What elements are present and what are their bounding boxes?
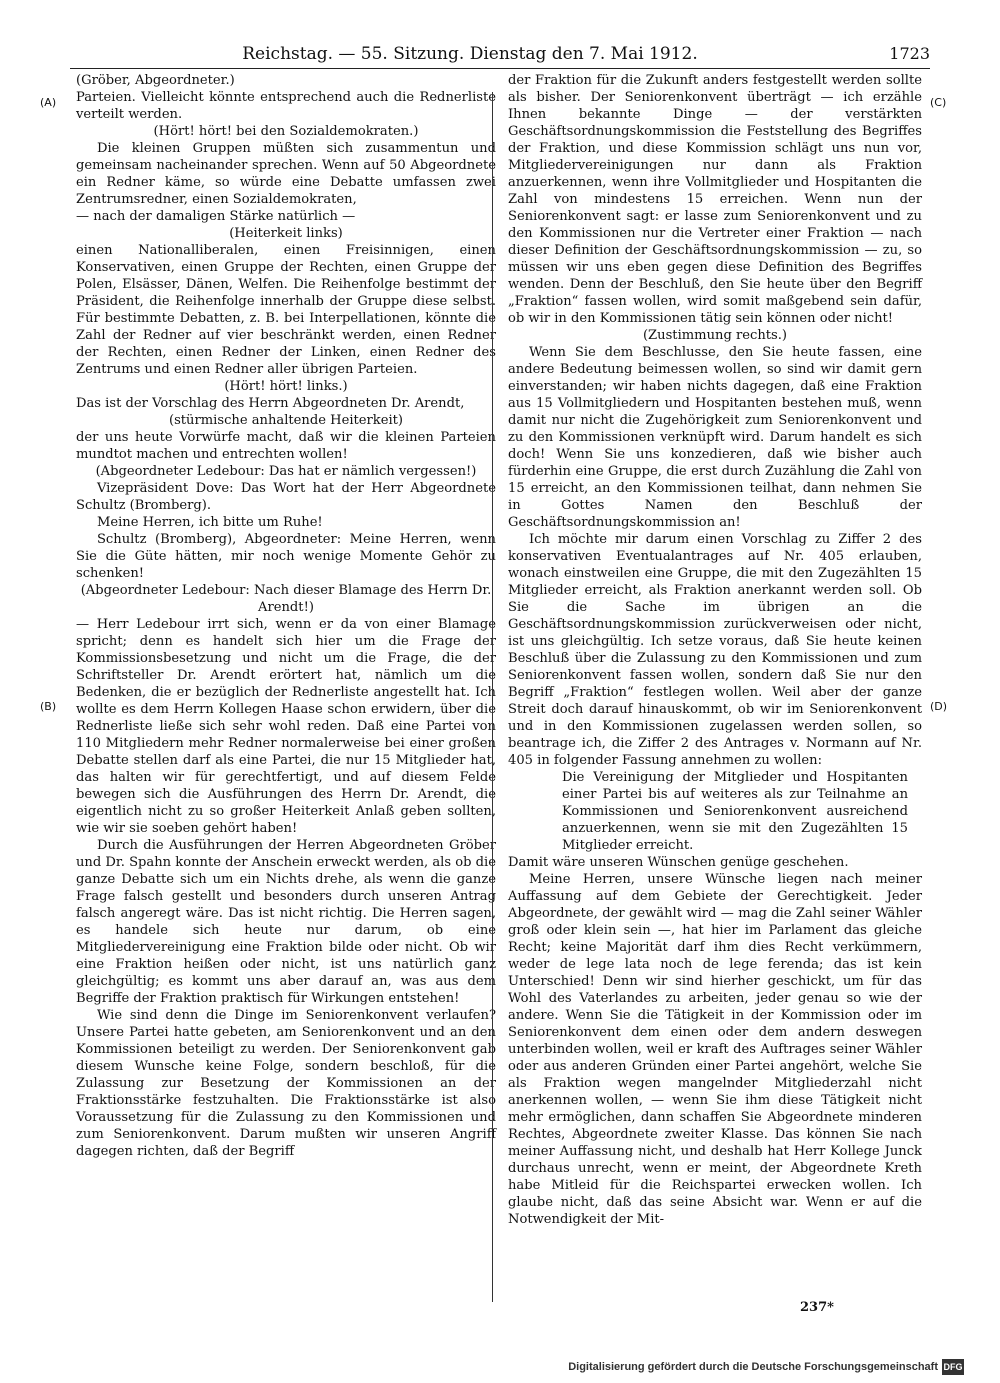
paragraph: (Abgeordneter Ledebour: Das hat er nämlich vergessen!) <box>95 464 477 479</box>
footer-text: Digitalisierung gefördert durch die Deutsche Forschungsgemeinschaft <box>568 1361 938 1373</box>
paragraph: Die Vereinigung der Mitglieder und Hospitanten einer Partei bis auf weiteres als zur Teilnahme an Kommissionen und Seniorenkonvent ausreichend anzuerkennen, wenn sie mit den Zugezählten 15 Mitglieder erreicht. <box>562 770 908 853</box>
sheet-signature: 237* <box>800 1300 834 1315</box>
paragraph: — nach der damaligen Stärke natürlich — <box>76 209 356 224</box>
paragraph: (Heiterkeit links) <box>229 226 343 241</box>
page-number: 1723 <box>889 44 930 63</box>
footer <box>568 1359 964 1375</box>
paragraph: Wenn Sie dem Beschlusse, den Sie heute fassen, eine andere Bedeutung beimessen wollen, so sind wir damit gern einverstanden; wir haben nichts dagegen, daß eine Fraktion aus 15 Vollmitgliedern und Hospitanten bestehen muß, wenn damit nur nicht die Zugehörigkeit zum Seniorenkonvent und zu den Kommissionen verknüpft wird. Darum handelt es sich doch! Wenn Sie uns konzedieren, daß wie bisher auch fürderhin eine Gruppe, die erst durch Zuzählung die Zahl von 15 erreicht, an den Kommissionen teilhat, dann nehmen Sie in Gottes Namen den Beschluß der Geschäftsordnungskommission an! <box>508 345 922 530</box>
left-column <box>76 72 496 1160</box>
paragraph: (Gröber, Abgeordneter.) <box>76 73 235 88</box>
paragraph: Meine Herren, ich bitte um Ruhe! <box>96 515 323 530</box>
paragraph: (stürmische anhaltende Heiterkeit) <box>168 413 404 428</box>
dfg-logo: DFG <box>942 1359 964 1375</box>
margin-marker-b: (B) <box>40 700 57 713</box>
paragraph: Meine Herren, unsere Wünsche liegen nach meiner Auffassung auf dem Gebiete der Gerechtigkeit. Jeder Abgeordnete, der gewählt wird — mag die Zahl seiner Wähler groß oder klein sein —, hat hier im Parlament das gleiche Recht; keine Majorität darf ihm dies Recht verkümmern, weder de lege lata noch de lege ferenda; das ist kein Unterschied! Denn wir sind hierher geschickt, um für das Wohl des Vaterlandes zu arbeiten, jeder genau so wie der andere. Wenn Sie die Tätigkeit in der Kommission oder im Seniorenkonvent dem einen oder dem andern deswegen unterbinden wollen, weil er kraft des Auftrages seiner Wähler oder aus anderen Gründen einer Partei angehört, welche Sie als Fraktion wegen mangelnder Mitgliederzahl nicht anerkennen wollen, — wenn Sie ihm diese Tätigkeit nicht mehr ermöglichen, dann schaffen Sie Abgeordnete minderen Rechtes, Abgeordnete zweiter Klasse. Das können Sie nach meiner Auffassung nicht, und deshalb hat Herr Kollege Junck durchaus unrecht, wenn er meint, der Abgeordnete Kreth habe Mitleid für die Reichspartei erwecken wollen. Ich glaube nicht, daß das seine Absicht war. Wenn er auf die Notwendigkeit der Mit- <box>508 872 922 1227</box>
page-title: Reichstag. — 55. Sitzung. Dienstag den 7. Mai 1912. <box>242 44 698 64</box>
paragraph: (Hört! hört! bei den Sozialdemokraten.) <box>153 124 419 139</box>
paragraph: Ich möchte mir darum einen Vorschlag zu Ziffer 2 des konservativen Eventualantrages auf Nr. 405 erlauben, wonach einstweilen eine Gruppe, die mit den Zugezählten 15 Mitglieder erreicht, als Fraktion anerkannt werden soll. Ob Sie die Sache im übrigen an die Geschäftsordnungskommission zurückverweisen oder nicht, ist uns gleichgültig. Ich setze voraus, daß Sie heute keinen Beschluß über die Zulassung zu den Kommissionen und zum Seniorenkonvent fassen wollen, sondern daß Sie nur den Begriff „Fraktion“ festlegen wollen. Weil aber der ganze Streit doch darauf hinauskommt, ob wir im Seniorenkonvent und in den Kommissionen zugelassen werden sollen, so beantrage ich, die Ziffer 2 des Antrages v. Normann auf Nr. 405 in folgender Fassung annehmen zu wollen: <box>508 532 922 768</box>
paragraph: der uns heute Vorwürfe macht, daß wir die kleinen Parteien mundtot machen und entrechten wollen! <box>76 430 496 462</box>
margin-marker-c: (C) <box>930 96 947 109</box>
running-header <box>70 44 930 66</box>
column-divider <box>492 92 493 1302</box>
paragraph: — Herr Ledebour irrt sich, wenn er da von einer Blamage spricht; denn es handelt sich hier um die Frage der Kommissionsbesetzung und nicht um die Frage, die der Schriftsteller Dr. Arendt erörtert hat, nämlich um die Bedenken, die er bezüglich der Rednerliste angestellt hat. Ich wollte es dem Herrn Kollegen Haase schon erwidern, über die Rednerliste ließe sich sehr wohl reden. Daß eine Partei von 110 Mitgliedern mehr Redner normalerweise bei einer großen Debatte stellen darf als eine Partei, die nur 15 Mitglieder hat, das halten wir für gerechtfertigt, und auf diesem Felde bewegen sich die Ausführungen des Herrn Dr. Arendt, die eigentlich nicht zu so großer Heiterkeit Anlaß geben sollten, wie wir sie soeben gehört haben! <box>76 617 496 836</box>
right-column <box>508 72 922 1228</box>
paragraph: Damit wäre unseren Wünschen genüge geschehen. <box>508 855 849 870</box>
paragraph: (Hört! hört! links.) <box>224 379 348 394</box>
margin-marker-d: (D) <box>930 700 948 713</box>
paragraph: Die kleinen Gruppen müßten sich zusammentun und gemeinsam nacheinander sprechen. Wenn auf 50 Abgeordnete ein Redner käme, so würde eine Debatte umfassen zwei Zentrumsredner, einen Sozialdemokraten, <box>76 141 496 207</box>
paragraph: einen Nationalliberalen, einen Freisinnigen, einen Konservativen, einen Gruppe der Rechten, einen Gruppe der Polen, Elsässer, Dänen, Welfen. Die Reihenfolge bestimmt der Präsident, die Reihenfolge innerhalb der Gruppe diese selbst. Für bestimmte Debatten, z. B. bei Interpellationen, könnte die Zahl der Redner auf vier beschränkt werden, einen Redner der Rechten, einen Redner der Linken, einen Redner des Zentrums und einen Redner aller übrigen Parteien. <box>76 243 496 377</box>
margin-marker-a: (A) <box>40 96 57 109</box>
paragraph: Schultz (Bromberg), Abgeordneter: Meine Herren, wenn Sie die Güte hätten, mir noch wenige Momente Gehör zu schenken! <box>76 532 496 581</box>
paragraph: (Abgeordneter Ledebour: Nach dieser Blamage des Herrn Dr. Arendt!) <box>80 583 492 615</box>
paragraph: Das ist der Vorschlag des Herrn Abgeordneten Dr. Arendt, <box>76 396 465 411</box>
paragraph: der Fraktion für die Zukunft anders festgestellt werden sollte als bisher. Der Seniorenkonvent überträgt — ich erzähle Ihnen bekannte Dinge — der verstärkten Geschäftsordnungskommission die Feststellung des Begriffes der Fraktion, und diese Kommission schlägt uns nun vor, Mitgliedervereinigungen nur dann als Fraktion anzuerkennen, wenn ihre Vollmitglieder und Hospitanten die Zahl von mindestens 15 erreichen. Wenn nun der Seniorenkonvent sagt: er lasse zum Seniorenkonvent und zu den Kommissionen nur die Vertreter einer Fraktion — nach dieser Definition der Geschäftsordnungskommission — zu, so müssen wir uns eben gegen diese Definition des Begriffes wenden. Denn der Beschluß, den Sie heute über den Begriff „Fraktion“ fassen wollen, wird somit maßgebend sein dafür, ob wir in den Kommissionen tätig sein können oder nicht! <box>508 73 922 326</box>
paragraph: Vizepräsident Dove: Das Wort hat der Herr Abgeordnete Schultz (Bromberg). <box>76 481 496 513</box>
paragraph: (Zustimmung rechts.) <box>642 328 788 343</box>
paragraph: Parteien. Vielleicht könnte entsprechend auch die Rednerliste verteilt werden. <box>76 90 496 122</box>
header-rule <box>70 68 930 69</box>
paragraph: Durch die Ausführungen der Herren Abgeordneten Gröber und Dr. Spahn konnte der Anschein erweckt werden, als ob die ganze Debatte sich um ein Nichts drehe, als wenn die ganze Frage falsch gestellt und besonders durch unseren Antrag falsch angeregt wäre. Das ist nicht richtig. Die Herren sagen, es handele sich heute nur darum, ob eine Mitgliedervereinigung eine Fraktion bilde oder nicht. Ob wir eine Fraktion heißen oder nicht, ist uns natürlich ganz gleichgültig; es kommt uns aber darauf an, was aus dem Begriffe der Fraktion praktisch für Wirkungen entstehen! <box>76 838 496 1006</box>
paragraph: Wie sind denn die Dinge im Seniorenkonvent verlaufen? Unsere Partei hatte gebeten, am Seniorenkonvent und an den Kommissionen beteiligt zu werden. Der Seniorenkonvent gab diesem Wunsche keine Folge, sondern beschloß, für die Zulassung zur Besetzung der Kommissionen an der Fraktionsstärke festzuhalten. Die Fraktionsstärke ist also Voraussetzung für die Zulassung zu den Kommissionen und zum Seniorenkonvent. Darum mußten wir unseren Angriff dagegen richten, daß der Begriff <box>76 1008 496 1159</box>
